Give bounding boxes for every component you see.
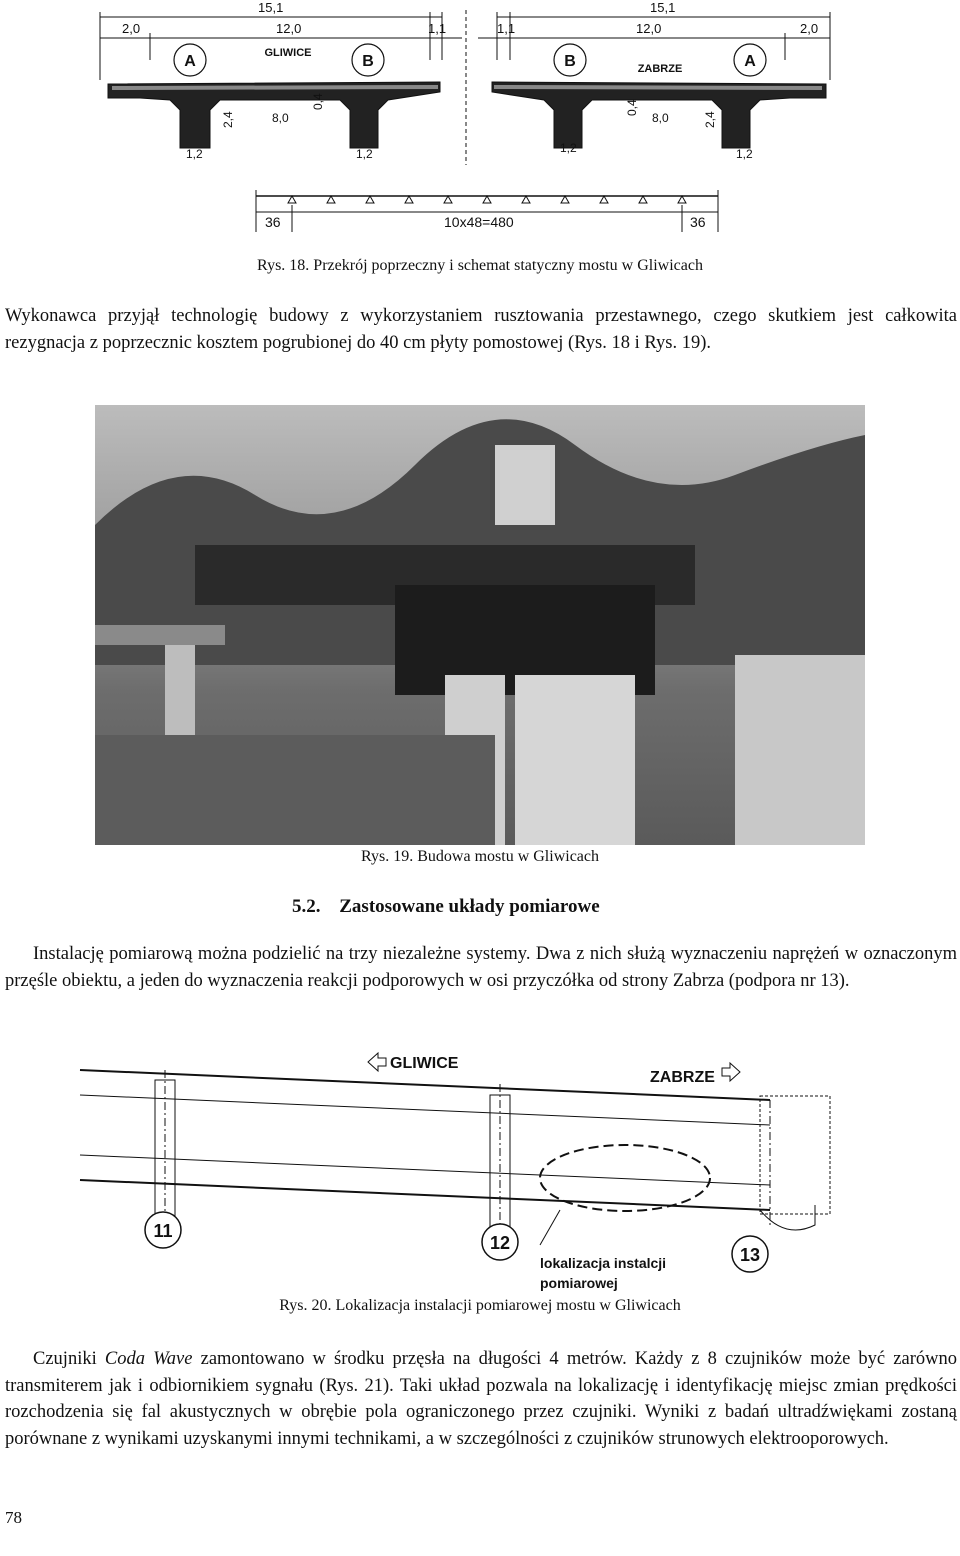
height-right: 2,4	[703, 111, 717, 128]
figure-20-caption: Rys. 20. Lokalizacja instalacji pomiarowej mostu w Gliwicach	[279, 1297, 681, 1314]
figure-20-plan	[70, 1040, 840, 1295]
beam-b-left: B	[362, 53, 374, 70]
scheme-span-middle: 10x48=480	[444, 214, 514, 230]
annotation-line-1: lokalizacja instalcji	[540, 1255, 667, 1271]
scheme-span-left: 36	[265, 214, 281, 230]
support-12-label: 12	[489, 1233, 511, 1253]
fig20-gliwice-label: GLIWICE	[390, 1055, 459, 1072]
total-width-left: 15,1	[258, 0, 284, 15]
dim-left-3: 1,1	[428, 21, 447, 36]
paragraph-2: Instalację pomiarową można podzielić na trzy niezależne systemy. Dwa z nich służą wyznaczeniu naprężeń w oznaczonym przęśle obiektu, a jeden do wyznaczenia reakcji podporowych w osi przyczółka od strony Zabrza (podpora nr 13).	[5, 944, 957, 991]
direction-gliwice: GLIWICE	[264, 47, 312, 59]
height-left: 2,4	[221, 111, 235, 128]
bridge-construction-photo	[95, 405, 865, 845]
section-number: 5.2.	[292, 896, 321, 917]
span-right: 8,0	[652, 111, 669, 125]
section-heading	[292, 896, 600, 918]
figure-19-caption: Rys. 19. Budowa mostu w Gliwicach	[360, 848, 599, 865]
figure-18-caption: Rys. 18. Przekrój poprzeczny i schemat statyczny mostu w Gliwicach	[257, 257, 703, 274]
support-11-label: 11	[153, 1221, 173, 1241]
photo-illustration	[95, 405, 865, 845]
paragraph-1: Wykonawca przyjął technologię budowy z wykorzystaniem rusztowania przestawnego, czego skutkiem jest całkowita rezygnacja z poprzecznic kosztem pogrubionej do 40 cm płyty pomostowej (Rys. 18 i Rys. 19).	[5, 306, 957, 353]
web-right-2: 1,2	[736, 147, 753, 161]
section-title: Zastosowane układy pomiarowe	[339, 896, 600, 917]
slab-right: 0,4	[625, 99, 639, 116]
span-left: 8,0	[272, 111, 289, 125]
paragraph-3-part-2: zamontowano w środku przęsła na długości 4 metrów. Każdy z 8 czujników może być zarówno transmiterem jak i odbiornikiem sygnału (Rys. 21). Taki układ pozwala na lokalizację i identyfikację miejsc zmian prędkości rozchodzenia się fal akustycznych w obrębie pola ograniczonego przez czujniki. Wyniki z badań ultradźwiękami zostaną porównane z wynikami uzyskanymi innymi technikami, a w szczególności z czujników strunowych elektrooporowych.	[5, 1349, 957, 1449]
scheme-span-right: 36	[690, 214, 706, 230]
annotation-line-2: pomiarowej	[540, 1275, 618, 1291]
total-width-right: 15,1	[650, 0, 676, 15]
beam-a-right: A	[744, 53, 756, 70]
dim-left-1: 2,0	[122, 21, 141, 36]
fig20-zabrze-label: ZABRZE	[650, 1069, 715, 1086]
coda-wave-term: Coda Wave	[104, 1349, 193, 1369]
dim-right-1: 1,1	[497, 21, 516, 36]
beam-b-right: B	[564, 53, 576, 70]
web-left-1: 1,2	[186, 147, 203, 161]
beam-a-left: A	[184, 53, 196, 70]
support-13-label: 13	[739, 1245, 761, 1265]
dim-left-2: 12,0	[276, 21, 302, 36]
paragraph-3	[5, 1346, 957, 1452]
dim-right-3: 2,0	[800, 21, 819, 36]
direction-zabrze: ZABRZE	[637, 63, 683, 75]
web-right-1: 1,2	[560, 141, 577, 155]
slab-left: 0,4	[311, 93, 325, 110]
figure-18-cross-section	[0, 0, 960, 250]
page-number: 78	[5, 1508, 22, 1527]
dim-right-2: 12,0	[636, 21, 662, 36]
paragraph-3-part-1: Czujniki	[33, 1349, 105, 1369]
web-left-2: 1,2	[356, 147, 373, 161]
